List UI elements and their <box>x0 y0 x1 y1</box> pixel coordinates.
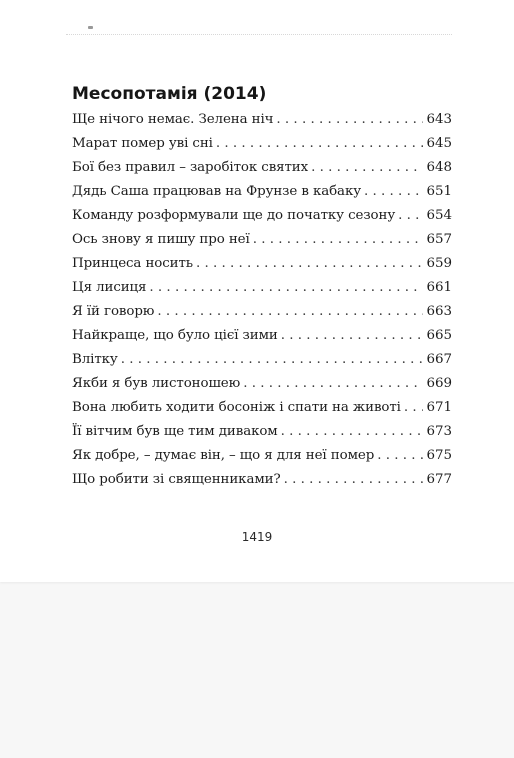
toc-entry <box>72 468 452 492</box>
text-fragment-mark <box>88 26 93 29</box>
toc-entry-title: Як добре, – думає він, – що я для неї помер <box>72 448 375 463</box>
toc-entry-page: 659 <box>426 256 452 271</box>
table-of-contents <box>72 108 452 492</box>
toc-entry <box>72 372 452 396</box>
previous-line-fragment <box>66 22 452 35</box>
toc-entry-title: Команду розформували ще до початку сезону <box>72 208 396 223</box>
toc-entry-title: Дядь Саша працював на Фрунзе в кабаку <box>72 184 361 199</box>
toc-entry-title: Ось знову я пишу про неї <box>72 232 250 247</box>
toc-entry-title: Я їй говорю <box>72 304 155 319</box>
toc-dot-leader <box>364 180 423 204</box>
toc-dot-leader <box>398 204 423 228</box>
toc-dot-leader <box>284 468 424 492</box>
toc-entry-page: 677 <box>426 472 452 487</box>
toc-entry <box>72 324 452 348</box>
toc-entry-title: Її вітчим був ще тим диваком <box>72 424 278 439</box>
toc-entry-title: Вона любить ходити босоніж і спати на животі <box>72 400 401 415</box>
toc-entry-page: 675 <box>426 448 452 463</box>
toc-dot-leader <box>281 420 424 444</box>
toc-entry-title: Ще нічого немає. Зелена ніч <box>72 112 274 127</box>
toc-dot-leader <box>149 276 423 300</box>
toc-entry-page: 645 <box>426 136 452 151</box>
toc-entry-page: 643 <box>426 112 452 127</box>
toc-entry-page: 667 <box>426 352 452 367</box>
toc-entry <box>72 156 452 180</box>
toc-dot-leader <box>253 228 424 252</box>
toc-entry <box>72 180 452 204</box>
toc-entry-page: 673 <box>426 424 452 439</box>
toc-dot-leader <box>121 348 424 372</box>
toc-dot-leader <box>157 300 423 324</box>
toc-entry-title: Якби я був листоношею <box>72 376 241 391</box>
toc-dot-leader <box>377 444 423 468</box>
toc-dot-leader <box>216 132 424 156</box>
toc-entry-title: Що робити зі священниками? <box>72 472 281 487</box>
toc-entry-page: 651 <box>426 184 452 199</box>
toc-dot-leader <box>196 252 423 276</box>
toc-dot-leader <box>281 324 424 348</box>
toc-entry <box>72 228 452 252</box>
toc-entry <box>72 444 452 468</box>
toc-entry-title: Влітку <box>72 352 118 367</box>
toc-entry-page: 669 <box>426 376 452 391</box>
toc-entry-page: 663 <box>426 304 452 319</box>
toc-entry-page: 657 <box>426 232 452 247</box>
toc-entry-title: Принцеса носить <box>72 256 193 271</box>
toc-entry-title: Ця лисиця <box>72 280 147 295</box>
toc-dot-leader <box>404 396 424 420</box>
toc-entry <box>72 204 452 228</box>
toc-entry-title: Бої без правил – заробіток святих <box>72 160 309 175</box>
toc-entry-page: 665 <box>426 328 452 343</box>
toc-entry-page: 671 <box>426 400 452 415</box>
toc-entry-page: 654 <box>426 208 452 223</box>
section-title: Месопотамія (2014) <box>72 84 267 104</box>
toc-entry <box>72 108 452 132</box>
toc-entry <box>72 252 452 276</box>
toc-dot-leader <box>276 108 423 132</box>
page-number: 1419 <box>241 530 273 544</box>
toc-entry <box>72 300 452 324</box>
toc-dot-leader <box>311 156 423 180</box>
toc-entry-page: 648 <box>426 160 452 175</box>
toc-entry-title: Марат помер уві сні <box>72 136 213 151</box>
toc-entry-page: 661 <box>426 280 452 295</box>
toc-entry <box>72 348 452 372</box>
toc-entry <box>72 132 452 156</box>
toc-entry <box>72 276 452 300</box>
toc-dot-leader <box>243 372 423 396</box>
toc-entry <box>72 420 452 444</box>
toc-entry <box>72 396 452 420</box>
toc-entry-title: Найкраще, що було цієї зими <box>72 328 278 343</box>
